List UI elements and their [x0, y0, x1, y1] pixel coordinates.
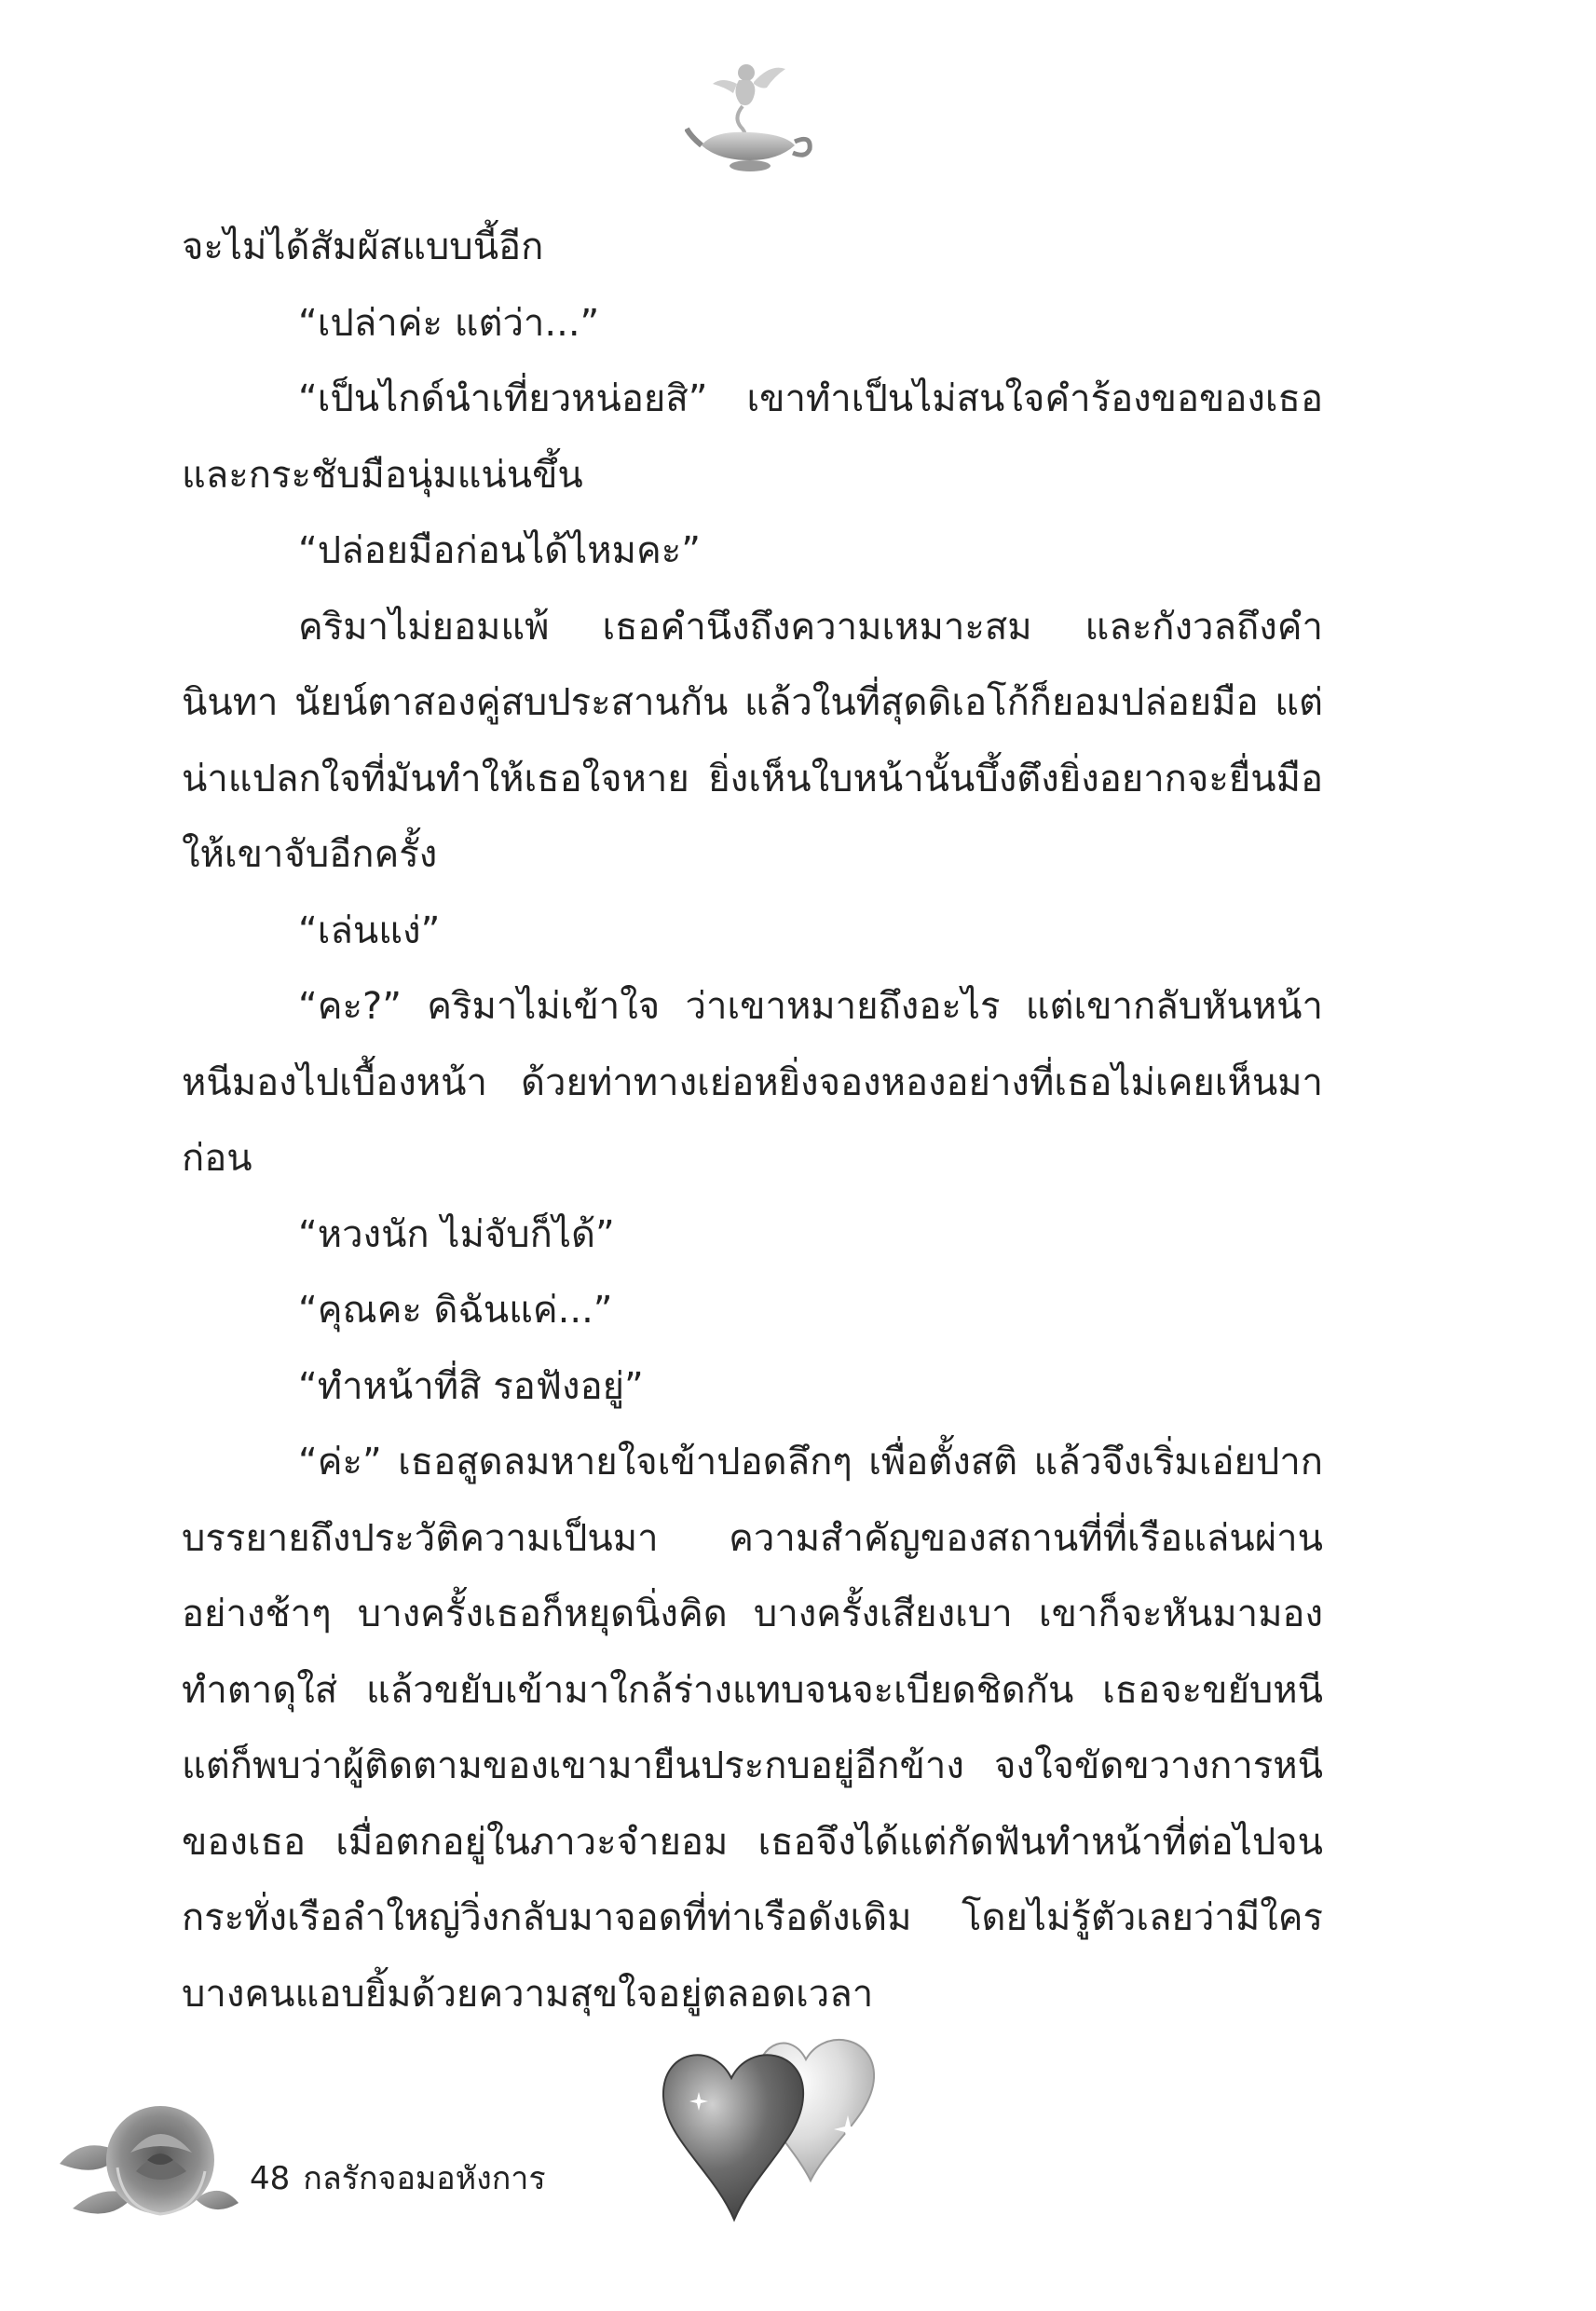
body-text [182, 210, 1323, 2032]
paragraph: “ทำหน้าที่สิ รอฟังอยู่” [298, 1364, 644, 1408]
paragraph: “ค่ะ” เธอสูดลมหายใจเข้าปอดลึกๆ เพื่อตั้งสติ แล้วจึงเริ่มเอ่ยปากบรรยายถึงประวัติความเป็นมา ความสำคัญของสถานที่ที่เรือแล่นผ่านอย่างช้าๆ บางครั้งเธอก็หยุดนิ่งคิด บางครั้งเสียงเบา เขาก็จะหันมามองทำตาดุใส่ แล้วขยับเข้ามาใกล้ร่างแทบจนจะเบียดชิดกัน เธอจะขยับหนีแต่ก็พบว่าผู้ติดตามของเขามายืนประกบอยู่อีกข้าง จงใจขัดขวางการหนีของเธอ เมื่อตกอยู่ในภาวะจำยอม เธอจึงได้แต่กัดฟันทำหน้าที่ต่อไปจนกระทั่งเรือลำใหญ่วิ่งกลับมาจอดที่ท่าเรือดังเดิม โดยไม่รู้ตัวเลยว่ามีใครบางคนแอบยิ้มด้วยความสุขใจอยู่ตลอดเวลา [182, 1441, 1323, 2016]
hearts-icon [652, 2003, 885, 2236]
rose-icon [56, 2078, 242, 2236]
paragraph: “เปล่าค่ะ แต่ว่า...” [298, 301, 600, 345]
genie-lamp-icon [685, 56, 815, 177]
paragraph: “คุณคะ ดิฉันแค่...” [298, 1289, 613, 1332]
paragraph: “เป็นไกด์นำเที่ยวหน่อยสิ” เขาทำเป็นไม่สนใจคำร้องขอของเธอและกระชับมือนุ่มแน่นขึ้น [182, 377, 1323, 497]
page-footer [250, 2160, 546, 2197]
paragraph: จะไม่ได้สัมผัสแบบนี้อีก [182, 226, 544, 268]
book-title: กลรักจอมอหังการ [303, 2160, 546, 2197]
paragraph: “คะ?” คริมาไม่เข้าใจ ว่าเขาหมายถึงอะไร แต่เขากลับหันหน้าหนีมองไปเบื้องหน้า ด้วยท่าทางเย่อหยิ่งจองหองอย่างที่เธอไม่เคยเห็นมาก่อน [182, 985, 1323, 1180]
paragraph: “เล่นแง่” [298, 909, 441, 952]
paragraph: “ปล่อยมือก่อนได้ไหมคะ” [298, 529, 701, 572]
paragraph: คริมาไม่ยอมแพ้ เธอคำนึงถึงความเหมาะสม และกังวลถึงคำนินทา นัยน์ตาสองคู่สบประสานกัน แล้วในที่สุดดิเอโก้ก็ยอมปล่อยมือ แต่น่าแปลกใจที่มันทำให้เธอใจหาย ยิ่งเห็นใบหน้านั้นบึ้งตึงยิ่งอยากจะยื่นมือให้เขาจับอีกครั้ง [182, 605, 1323, 876]
page-number: 48 [250, 2160, 291, 2197]
paragraph: “หวงนัก ไม่จับก็ได้” [298, 1212, 615, 1256]
